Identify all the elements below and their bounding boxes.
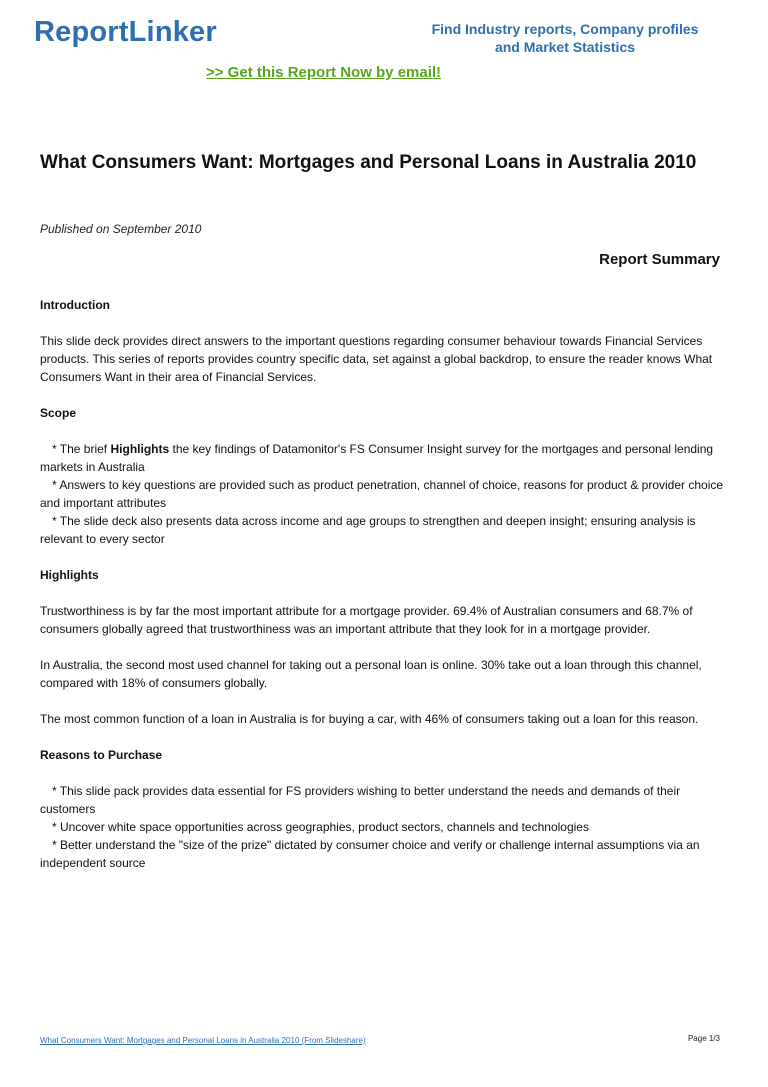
tagline-line-2: and Market Statistics bbox=[494, 39, 636, 55]
introduction-text: This slide deck provides direct answers to the important questions regarding consumer behaviour towards Financial Services products. This series of reports provides country specific data, set against a global backdrop, to ensure the reader knows What Consumers Want in their area of Financial Services. bbox=[40, 334, 713, 384]
header-tagline bbox=[410, 20, 720, 56]
scope-item-prefix: * The brief bbox=[52, 442, 111, 456]
report-body bbox=[40, 296, 730, 890]
highlights-paragraph-2: In Australia, the second most used channel for taking out a personal loan is online. 30% take out a loan through this channel, compared with 18% of consumers globally. bbox=[40, 658, 702, 690]
scope-item-rest: the key findings of Datamonitor's FS Consumer Insight survey for the mortgages and personal lending markets in Australia bbox=[40, 442, 714, 474]
report-summary-heading: Report Summary bbox=[599, 251, 720, 268]
scope-item bbox=[40, 512, 730, 548]
published-date: Published on September 2010 bbox=[40, 222, 202, 236]
page-number: Page 1/3 bbox=[687, 1034, 720, 1043]
reasons-item-text: * Better understand the "size of the prize" dictated by consumer choice and verify or challenge internal assumptions via an independent source bbox=[40, 838, 700, 870]
reportlinker-logo[interactable]: ReportLinker bbox=[34, 16, 217, 48]
scope-item-bold: Highlights bbox=[110, 442, 170, 456]
reasons-item-text: * This slide pack provides data essential for FS providers wishing to better understand the needs and demands of their customers bbox=[40, 784, 681, 816]
scope-item bbox=[40, 440, 730, 476]
scope-heading: Scope bbox=[40, 406, 77, 420]
scope-item-text: * The slide deck also presents data across income and age groups to strengthen and deepen insight; ensuring analysis is relevant to every sector bbox=[40, 514, 696, 546]
reasons-item bbox=[40, 818, 730, 836]
introduction-heading: Introduction bbox=[40, 298, 110, 312]
reasons-list bbox=[40, 782, 730, 872]
highlights-paragraph-1: Trustworthiness is by far the most important attribute for a mortgage provider. 69.4% of Australian consumers and 68.7% of consumers globally agreed that trustworthiness was an important attribute that they look for in a mortgage provider. bbox=[40, 604, 693, 636]
reasons-item bbox=[40, 782, 730, 818]
footer-source-link[interactable]: What Consumers Want: Mortgages and Personal Loans in Australia 2010 (From Slideshare) bbox=[40, 1036, 366, 1045]
scope-item bbox=[40, 476, 730, 512]
tagline-line-1: Find Industry reports, Company profiles bbox=[431, 21, 699, 37]
report-title: What Consumers Want: Mortgages and Personal Loans in Australia 2010 bbox=[40, 152, 697, 173]
highlights-paragraph-3: The most common function of a loan in Australia is for buying a car, with 46% of consumers taking out a loan for this reason. bbox=[40, 712, 699, 726]
scope-item-text: * Answers to key questions are provided such as product penetration, channel of choice, reasons for product & provider choice and important attributes bbox=[40, 478, 724, 510]
reasons-item-text: * Uncover white space opportunities across geographies, product sectors, channels and technologies bbox=[52, 820, 589, 834]
reasons-item bbox=[40, 836, 730, 872]
get-report-email-link[interactable]: >> Get this Report Now by email! bbox=[206, 64, 442, 81]
reasons-heading: Reasons to Purchase bbox=[40, 748, 163, 762]
highlights-heading: Highlights bbox=[40, 568, 99, 582]
scope-list bbox=[40, 440, 730, 548]
